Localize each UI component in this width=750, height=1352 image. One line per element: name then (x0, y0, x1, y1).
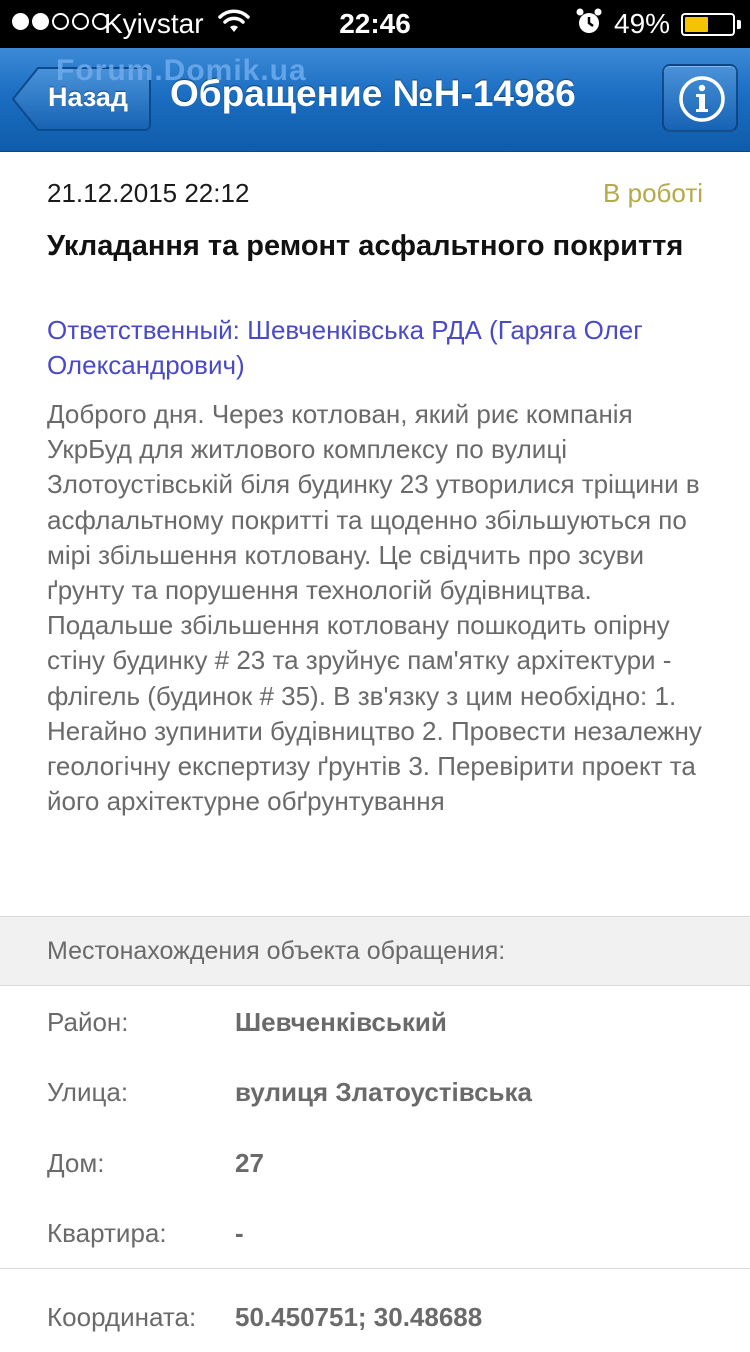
page-title: Обращение №Н-14986 (170, 73, 576, 114)
info-icon (678, 75, 726, 123)
status-time: 22:46 (339, 8, 411, 39)
district-value: Шевченківський (235, 1007, 447, 1037)
status-badge: В роботі (603, 178, 703, 208)
appeal-date: 21.12.2015 22:12 (47, 178, 250, 208)
coordinates-value: 50.450751; 30.48688 (235, 1302, 483, 1332)
apartment-value: - (235, 1218, 244, 1248)
coordinates-label: Координата: (47, 1302, 197, 1332)
house-label: Дом: (47, 1148, 105, 1178)
back-button-label: Назад (48, 82, 129, 112)
district-row (0, 987, 750, 1057)
watermark: Forum.Domik.ua (56, 54, 307, 87)
responsible-person: Ответственный: Шевченківська РДА (Гаряга Олег Олександрович) (47, 315, 643, 380)
location-section-header (0, 916, 750, 986)
apartment-label: Квартира: (47, 1218, 167, 1248)
house-row (0, 1128, 750, 1198)
street-label: Улица: (47, 1077, 129, 1107)
appeal-title: Укладання та ремонт асфальтного покриття (47, 230, 684, 262)
district-label: Район: (47, 1007, 129, 1037)
house-value: 27 (235, 1148, 264, 1178)
appeal-description: Доброго дня. Через котлован, який риє компанія УкрБуд для житлового комплексу по вулиці Злотоустівській біля будинку 23 утворилися тріщини в асфлальтному покритті та щоденно збільшуються по мірі збільшення котловану. Це свідчить про зсуви ґрунту та порушення технологій будівництва. Подальше збільшення котловану пошкодить опірну стіну будинку # 23 та зруйнує пам'ятку архітектури - флігель (будинок # 35). В зв'язку з цим необхідно: 1. Негайно зупинити будівництво 2. Провести незалежну геологічну експертизу ґрунтів 3. Перевірити проект та його архітектурне обґрунтування (47, 399, 702, 817)
carrier-name: Kyivstar (104, 8, 204, 39)
alarm-icon (575, 7, 603, 44)
location-section-title: Местонахождения объекта обращения: (47, 937, 506, 965)
battery-level (685, 17, 708, 32)
street-row (0, 1057, 750, 1127)
apartment-row (0, 1198, 750, 1268)
info-button[interactable] (662, 64, 738, 132)
battery-tip (737, 20, 741, 29)
battery-percent: 49% (614, 8, 671, 39)
divider (0, 1268, 750, 1269)
street-value: вулиця Златоустівська (235, 1077, 533, 1107)
status-bar (0, 0, 750, 48)
coordinates-row (0, 1282, 750, 1352)
battery-icon (681, 13, 735, 36)
